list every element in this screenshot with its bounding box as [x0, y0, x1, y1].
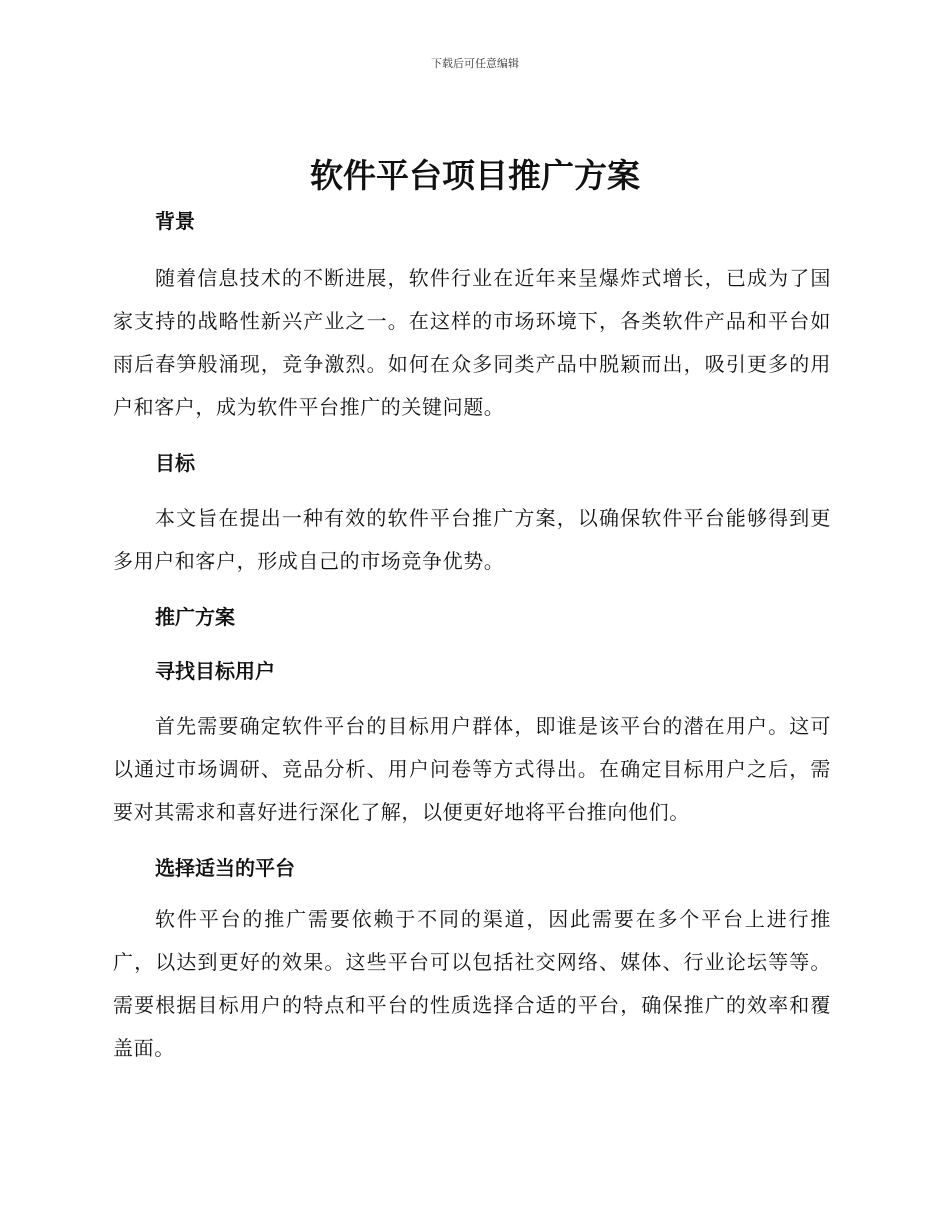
section-paragraph-find-users: 首先需要确定软件平台的目标用户群体，即谁是该平台的潜在用户。这可以通过市场调研、竞品分析、用户问卷等方式得出。在确定目标用户之后，需要对其需求和喜好进行深化了解，以便更好地将平台推向他们。: [113, 714, 831, 824]
section-heading-goal: 目标: [155, 451, 195, 475]
section-heading-plan: 推广方案: [155, 605, 235, 629]
section-paragraph-background: 随着信息技术的不断进展，软件行业在近年来呈爆炸式增长，已成为了国家支持的战略性新兴产业之一。在这样的市场环境下，各类软件产品和平台如雨后春笋般涌现，竞争激烈。如何在众多同类产品中脱颖而出，吸引更多的用户和客户，成为软件平台推广的关键问题。: [113, 266, 831, 419]
section-heading-choose-platform: 选择适当的平台: [155, 856, 295, 880]
section-paragraph-goal: 本文旨在提出一种有效的软件平台推广方案，以确保软件平台能够得到更多用户和客户，形成自己的市场竞争优势。: [113, 506, 831, 573]
header-note: 下载后可任意编辑: [431, 57, 519, 70]
section-paragraph-choose-platform: 软件平台的推广需要依赖于不同的渠道，因此需要在多个平台上进行推广，以达到更好的效果。这些平台可以包括社交网络、媒体、行业论坛等等。需要根据目标用户的特点和平台的性质选择合适的平台，确保推广的效率和覆盖面。: [113, 907, 831, 1060]
document-title: 软件平台项目推广方案: [310, 156, 640, 195]
document-body: [113, 205, 831, 1070]
section-heading-background: 背景: [155, 209, 195, 233]
section-heading-find-users: 寻找目标用户: [155, 659, 275, 683]
